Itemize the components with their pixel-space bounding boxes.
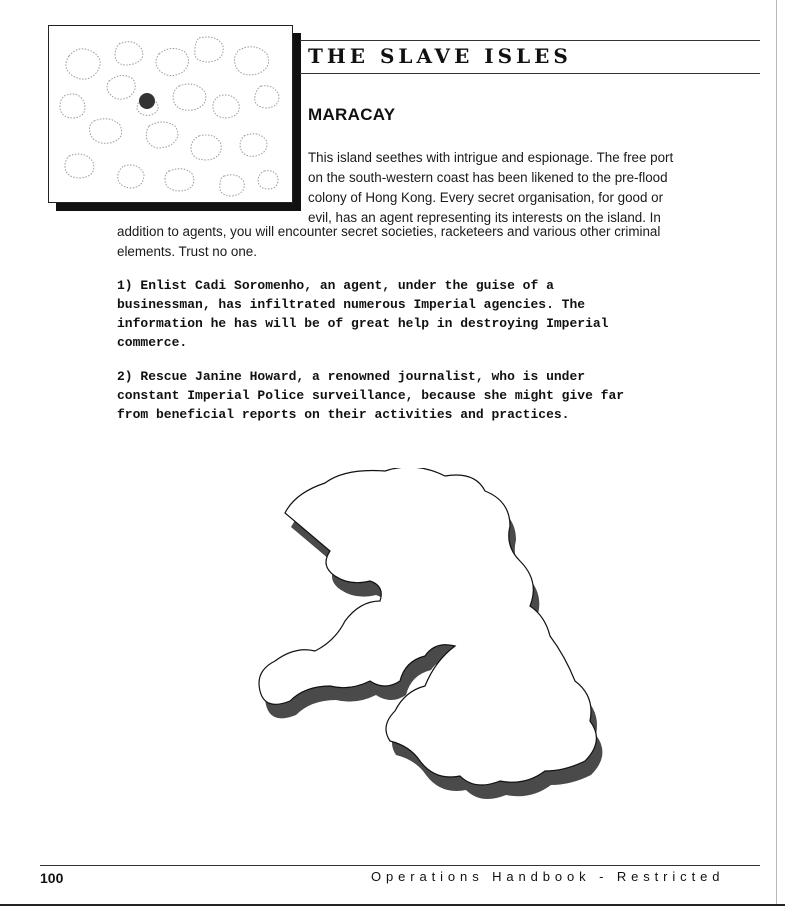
mission-1-line: 1) Enlist Cadi Soromenho, an agent, under the guise of a — [117, 278, 554, 293]
footer-rule — [40, 865, 760, 866]
page-number: 100 — [40, 870, 64, 886]
mission-1-line: information he has will be of great help in destroying Imperial — [117, 316, 609, 331]
mission-1-line: commerce. — [117, 335, 188, 350]
intro-line: addition to agents, you will encounter secret societies, racketeers and various other criminal — [117, 224, 661, 239]
section-title: THE SLAVE ISLES — [308, 44, 572, 68]
page-edge-bottom — [0, 904, 785, 906]
footer-text: Operations Handbook - Restricted — [371, 869, 725, 884]
island-name-heading: MARACAY — [308, 105, 396, 124]
minimap-islands-icon — [49, 26, 293, 203]
mission-2-line: constant Imperial Police surveillance, because she might give far — [117, 388, 625, 403]
title-rule-top — [300, 40, 760, 41]
location-marker-icon — [139, 93, 155, 109]
island-map-icon — [160, 468, 650, 838]
mission-2-line: 2) Rescue Janine Howard, a renowned journalist, who is under — [117, 369, 586, 384]
intro-line: elements. Trust no one. — [117, 244, 257, 259]
intro-line: on the south-western coast has been likened to the pre-flood — [308, 170, 668, 185]
mission-1-line: businessman, has infiltrated numerous Imperial agencies. The — [117, 297, 586, 312]
intro-line: evil, has an agent representing its interests on the island. In — [308, 210, 661, 225]
title-rule-bottom — [300, 73, 760, 74]
mission-2-line: from beneficial reports on their activities and practices. — [117, 407, 570, 422]
page-edge-right — [776, 0, 777, 905]
archipelago-minimap — [48, 25, 293, 203]
intro-line: This island seethes with intrigue and espionage. The free port — [308, 150, 674, 165]
intro-line: colony of Hong Kong. Every secret organisation, for good or — [308, 190, 664, 205]
